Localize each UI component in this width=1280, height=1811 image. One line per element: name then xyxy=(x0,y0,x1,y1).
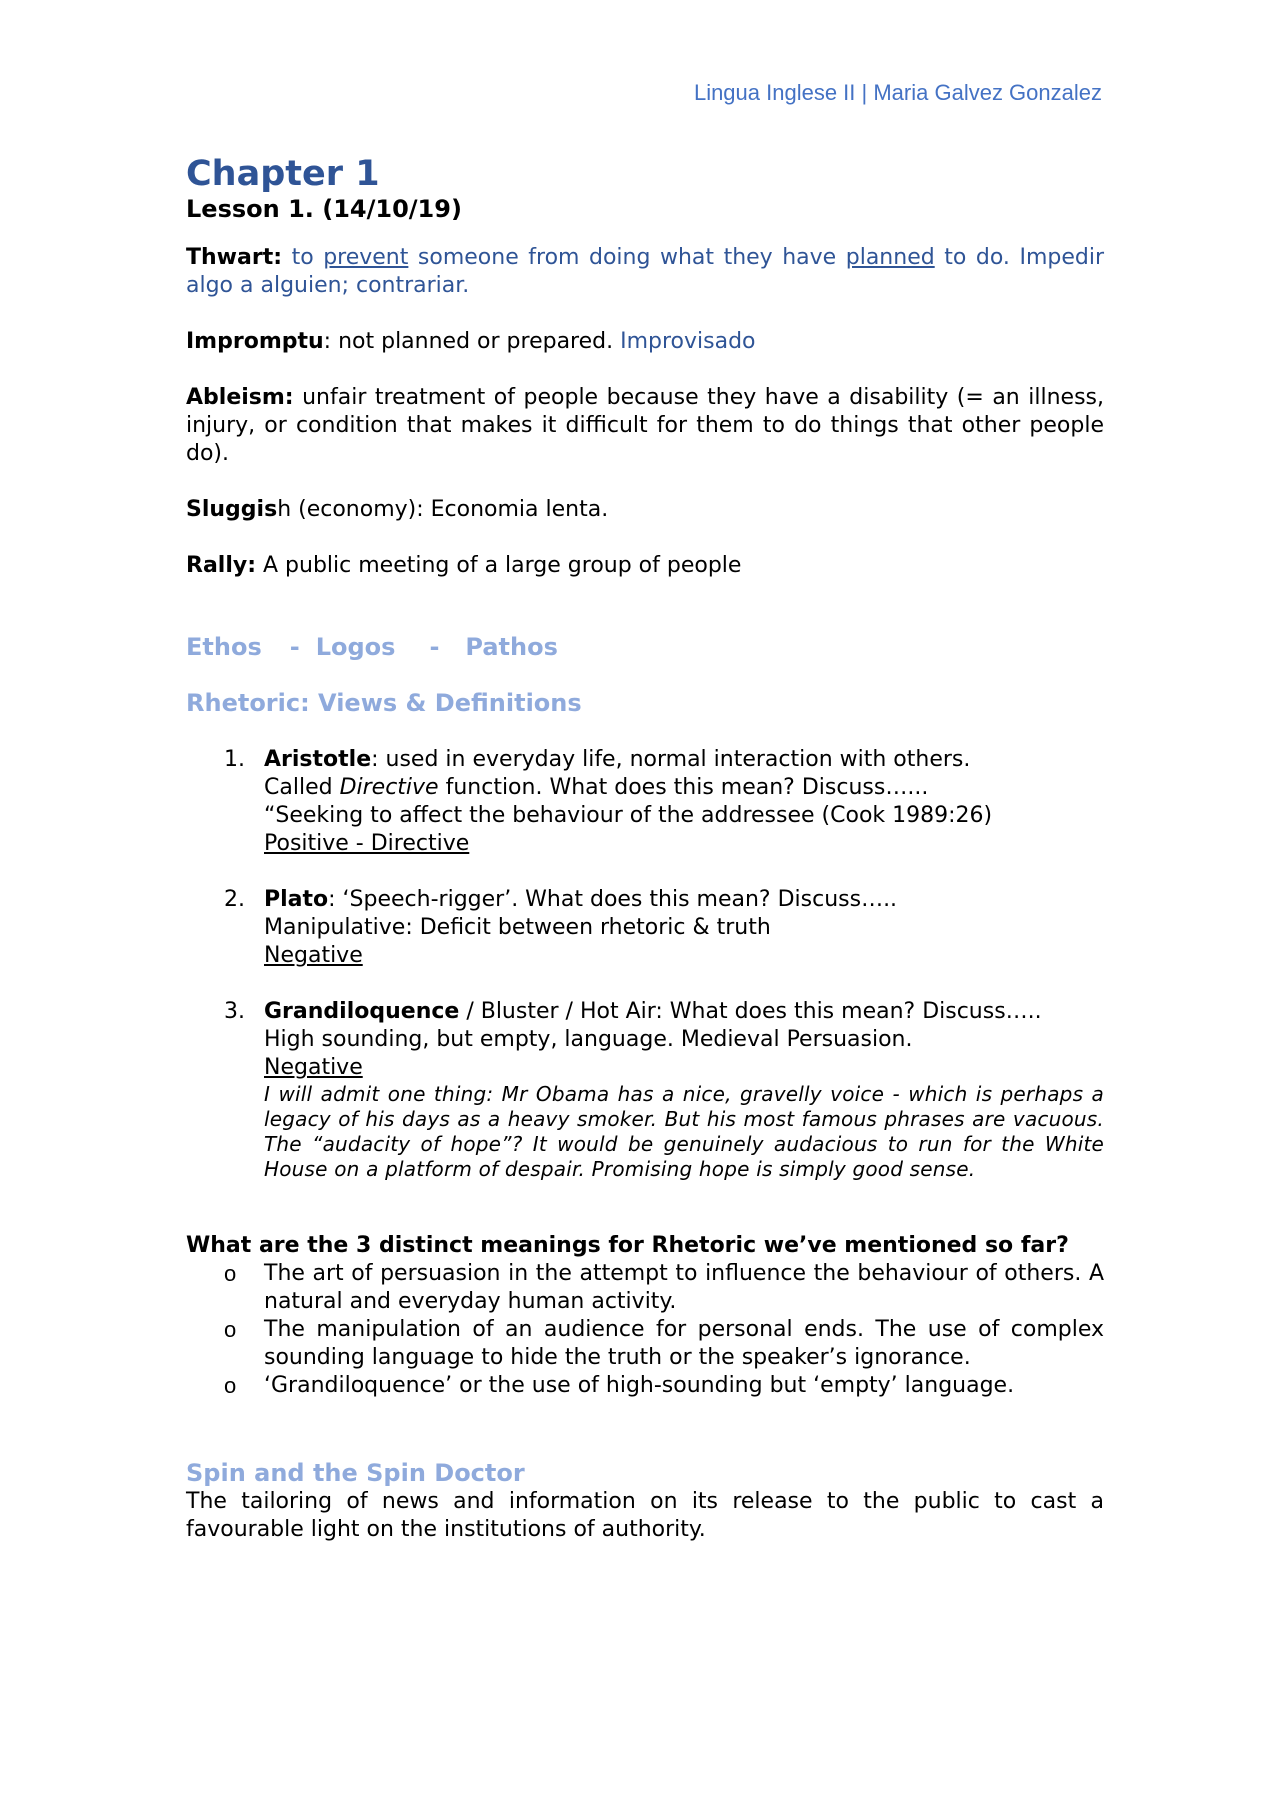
term-sluggish: Sluggis xyxy=(186,497,278,522)
list-item: o The manipulation of an audience for personal ends. The use of complex sounding language to hide the truth or the speaker’s ignorance. xyxy=(224,1317,1104,1370)
vocab-rally: Rally: A public meeting of a large group of people xyxy=(186,553,742,578)
list-item: o The art of persuasion in the attempt to influence the behaviour of others. A natural and everyday human activity. xyxy=(224,1261,1104,1314)
vocab-sluggish: Sluggish (economy): Economia lenta. xyxy=(186,497,609,522)
vocab-impromptu: Impromptu: not planned or prepared. Improvisado xyxy=(186,329,756,354)
obama-quote: I will admit one thing: Mr Obama has a nice, gravelly voice - which is perhaps a legacy of his days as a heavy smoker. But his most famous phrases are vacuous. The “audacity of hope”? It would be genuinely audacious to run for the White House on a platform of despair. Promising hope is simply good sense. xyxy=(264,1082,1104,1181)
spin-definition: The tailoring of news and information on its release to the public to cast a favourable light on the institutions of authority. xyxy=(186,1489,1104,1542)
vocab-thwart: Thwart: to prevent someone from doing what they have planned to do. Impedir algo a alguien; contrariar. xyxy=(186,245,1104,298)
item-tag: Negative xyxy=(264,943,363,968)
link-planned[interactable]: planned xyxy=(845,245,935,270)
list-item: 2. Plato: ‘Speech-rigger’. What does this mean? Discuss….. Manipulative: Deficit between rhetoric & truth Negative xyxy=(264,886,1104,970)
running-header: Lingua Inglese II | Maria Galvez Gonzalez xyxy=(693,80,1102,105)
item-tag: Negative xyxy=(264,1055,363,1080)
item-name: Grandiloquence xyxy=(264,999,460,1024)
item-tag: Positive - Directive xyxy=(264,831,470,856)
list-item: 3. Grandiloquence / Bluster / Hot Air: What does this mean? Discuss….. High sounding, but empty, language. Medieval Persuasion. Negative I will admit one thing: Mr Obama has a nice, gravelly voice - which is perhaps a legacy of his days as a heavy smoker. But his most famous phrases are vacuous. The “audacity of hope”? It would be genuinely audacious to run for the White House on a platform of despair. Promising hope is simply good sense. xyxy=(224,999,1104,1181)
lesson-title: Lesson 1. (14/10/19) xyxy=(186,195,462,223)
logos-label: Logos xyxy=(315,633,396,661)
item-name: Plato xyxy=(264,887,329,912)
pathos-label: Pathos xyxy=(465,633,558,661)
term-thwart: Thwart: xyxy=(186,245,283,270)
list-item: 1. Aristotle: used in everyday life, normal interaction with others. Called Directive function. What does this mean? Discuss…... “Seeking to affect the behaviour of the addressee (Cook 1989:26) Positive - Directive xyxy=(264,746,1104,858)
list-item: o ‘Grandiloquence’ or the use of high-sounding but ‘empty’ language. xyxy=(224,1373,1015,1398)
chapter-title: Chapter 1 xyxy=(186,154,380,194)
rhetoric-heading: Rhetoric: Views & Definitions xyxy=(186,689,582,717)
document-body xyxy=(186,154,1104,1544)
term-rally: Rally: xyxy=(186,553,257,578)
term-impromptu: Impromptu xyxy=(186,329,324,354)
item-name: Aristotle xyxy=(264,747,372,772)
ethos-label: Ethos xyxy=(186,633,262,661)
meanings-question: What are the 3 distinct meanings for Rhetoric we’ve mentioned so far? xyxy=(186,1233,1069,1258)
link-prevent[interactable]: prevent xyxy=(323,245,409,270)
translation-impromptu: Improvisado xyxy=(620,329,756,354)
ethos-logos-pathos: Ethos - Logos - Pathos xyxy=(186,633,558,661)
translation-thwart: Impedir algo a alguien; contrariar. xyxy=(186,245,1104,298)
spin-heading: Spin and the Spin Doctor xyxy=(186,1459,525,1487)
meanings-list xyxy=(186,1260,1104,1400)
vocab-ableism: Ableism: unfair treatment of people because they have a disability (= an illness, injury, or condition that makes it difficult for them to do things that other people do). xyxy=(186,385,1104,466)
term-ableism: Ableism: xyxy=(186,385,294,410)
rhetoric-list xyxy=(186,746,1104,1182)
